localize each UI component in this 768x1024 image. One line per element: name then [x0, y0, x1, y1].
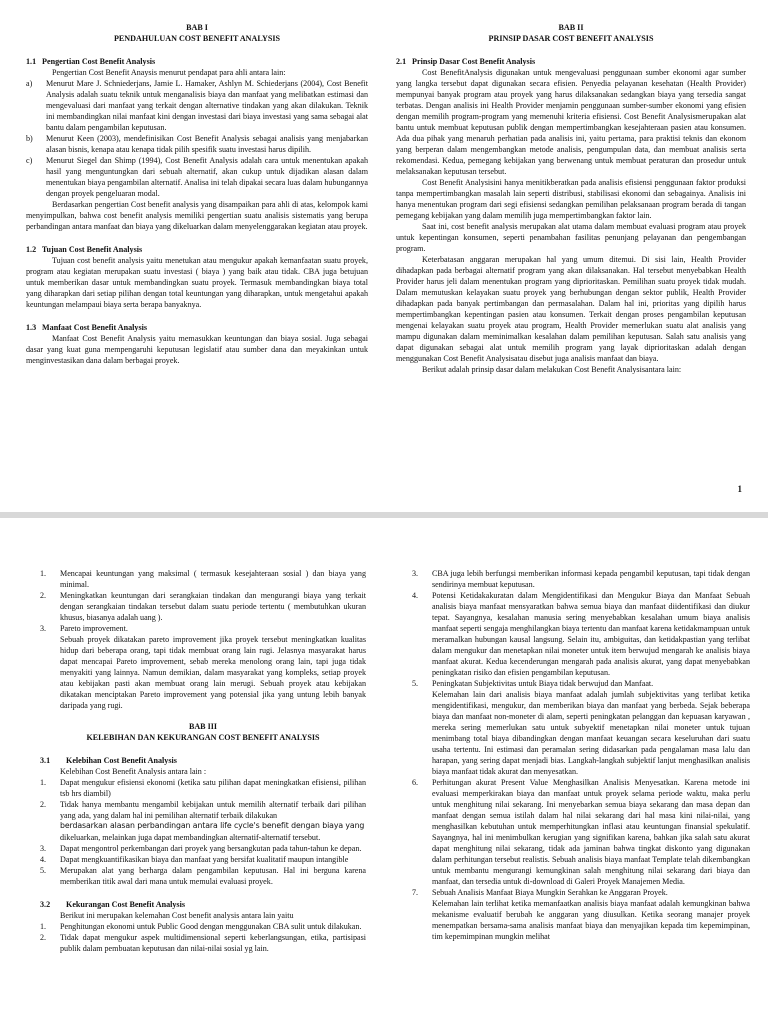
section-1-1-heading: 1.1 Pengertian Cost Benefit Analysis	[26, 57, 156, 66]
page2-right-column	[412, 568, 750, 942]
list-item: 1. Mencapai keuntungan yang maksimal ( termasuk kesejahteraan sosial ) dan biaya yang minimal.	[40, 569, 366, 589]
list-item: 2. Tidak hanya membantu mengambil kebijakan untuk memilih alternatif terbaik dari pilihan yang ada, yang dalam hal ini pemilihan alternatif terbaik dilakukan	[40, 800, 366, 820]
document-page-2	[0, 518, 768, 1024]
section-2-1-heading: 2.1 Prinsip Dasar Cost Benefit Analysis	[396, 57, 536, 66]
page1-right-column	[396, 22, 746, 375]
list-item: 3. Dapat mengontrol perkembangan dari proyek yang bersangkutan pada tahun-tahun ke depan.	[40, 843, 362, 853]
list-item: 3. Pareto improvement.	[40, 624, 128, 633]
section-1-1-intro: Pengertian Cost Benefit Anaysis menurut pendapat para ahli antara lain:	[52, 68, 286, 77]
list-item-continuation: Kelemahan lain dari analisis biaya manfaat adalah jumlah subjektivitas yang terlibat ketika mengidentifikasi, mengukur, dan memberikan biaya dan manfaat yang berbeda. Sejak beberapa biaya dan manfaat non-moneter di alam, seperti peningkatan pelanggan dan kepuasan karyawan , mereka sering memerlukan satu untuk subyektif menetapkan nilai moneter untuk tujuan menimbang total biaya dibandingkan dengan manfaat keuangan secara keseluruhan dari suatu usaha tertentu. Ini estimasi dan peramalan sering didasarkan pada pengalaman masa lalu dan harapan, yang sering dapat menjadi bias. Langkah-langkah subjektif lanjut menghasilkan analisis biaya manfaat tidak akurat dan menyesatkan.	[432, 690, 750, 776]
section-1-2-text: Tujuan cost benefit analysis yaitu menetukan atau mengukur apakah kemanfaatan suatu proyek, program atau kegiatan merupakan suatu investasi ( biaya ) yang baik atau tidak. CBA juga betujuan untuk memberikan dasar untuk membandingkan suatu proyek. Termasuk membandingkan biaya total yang diharapkan dari setiap pilihan dengan total keuntungan yang diharapkan, untuk mengetahui apakah keuntungan melampaui biaya serta berapa banyaknya.	[26, 256, 368, 309]
bab1-subtitle: PENDAHULUAN COST BENEFIT ANALYSIS	[113, 34, 281, 43]
list-item-continuation: Kelemahan lain terlihat ketika memanfaatkan analisis biaya manfaat adalah kemungkinan bahwa mekanisme evaluatif berubah ke anggaran yang diusulkan. Ketika seorang manajer proyek menempatkan bersama-sama analisis manfaat biaya dan menyajikan kepada tim kepemimpinan, tim kepemimpinan mungkin melihat	[432, 899, 750, 941]
list-item: 1. Dapat mengukur efisiensi ekonomi (ketika satu pilihan dapat meningkatkan efisiensi, pilihan tsb hrs diambil)	[40, 778, 366, 798]
list-item-continuation: dikeluarkan, melainkan juga dapat membandingkan alternatif-alternatif tersebut.	[60, 832, 321, 842]
page1-left-column	[26, 22, 368, 366]
list-item: 3. CBA juga lebih berfungsi memberikan informasi kepada pengambil keputusan, tapi tidak dengan sendirinya membuat keputusan.	[412, 569, 750, 589]
section-1-3-text: Manfaat Cost Benefit Analysis yaitu memasukkan keuntungan dan biaya sosial. Juga sebagai dasar yang kuat guna mempengaruhi keputusan legislatif atau sumber dana dan meyakinkan untuk menginvestasikan dana dalam berbagai proyek.	[26, 334, 368, 365]
list-item: 4. Potensi Ketidakakuratan dalam Mengidentifikasi dan Mengukur Biaya dan Manfaat Sebuah analisis biaya manfaat mensyaratkan bahwa semua biaya dan manfaat diidentifikasi dan diukur tepat. Sayangnya, kesalahan manusia sering menyebabkan kesalahan umum biaya analisis manfaat seperti sengaja menghilangkan biaya tertentu dan manfaat karena ketidakmampuan untuk meramalkan hubungan kausal langsung. Selain itu, ambiguitas, dan ketidakpastian yang terlibat dalam mengukur dan menetapkan nilai moneter untuk item berwujud mengarah ke analisis biaya manfaat akurat. Kedua kecenderungan mengarah pada analisis akurat, yang dapat menyebabkan peningkatan risiko dan efisien pengambilan keputusan.	[412, 591, 750, 677]
page-number: 1	[737, 484, 742, 494]
section-1-2-heading: 1.2 Tujuan Cost Benefit Analysis	[26, 245, 143, 254]
list-item: 2. Tidak dapat mengukur aspek multidimensional seperti keberlangsungan, etika, partisipasi publik dalam pembuatan keputusan dan nilai-nilai sosial yg lain.	[40, 932, 366, 953]
list-item-continuation: Sebuah proyek dikatakan pareto improvement jika proyek tersebut meningkatkan kualitas hidup dari beberapa orang, tapi tidak membuat orang lain rugi. Jelasnya masyarakat harus dapat mencapai Pareto improvement, sebab mereka menolong orang lain, tapi juga tidak menyakiti yang lainnya. Namun demikian, dalam masyarakat yang kompleks, setiap proyek atau kebijakan pasti akan membuat orang lain merugi. Sebuah proyek atau kebijakan dikatakan menciptakan Pareto improvement yang potensial jika yang untung lebih banyak daripada yang rugi.	[60, 635, 366, 710]
section-1-1-conclusion: Berdasarkan pengertian Cost benefit analysis yang disampaikan para ahli di atas, kelompok kami menyimpulkan, bahwa cost benefit analysis memiliki pengertian suatu analisis sistematis yang berupa perbandingan antara manfaat dan biaya yang dikeluarkan dalam menyelenggarakan kegiatan atau proyek.	[26, 200, 368, 231]
section-3-1-intro: Kelebihan Cost Benefit Analysis antara lain :	[60, 767, 207, 776]
section-3-2-heading: 3.2 Kekurangan Cost Benefit Analysis	[40, 899, 185, 909]
list-item: 6. Perhitungan akurat Present Value Menghasilkan Analisis Menyesatkan. Karena metode ini evaluasi memperkirakan biaya dan manfaat untuk proyek selama periode waktu, maka perlu untuk menghitung nilai sekarang. Ini menyebarkan semua biaya sekarang dan masa depan dan manfaat dengan semua istilah dalam hal nilai sekarang dari hal masa kini nilai-nilai, yang menghasilkan kebutuhan untuk memperhitungkan inflasi atau keuntungan finansial spekulatif. Sayangnya, hal ini menimbulkan kerugian yang signifikan karena, bahkan jika salah satu akurat dapat menghitung nilai sekarang, tidak ada jaminan bahwa tingkat diskonto yang digunakan dalam perhitungan tersebut realistis. Sebuah analisis biaya manfaat Template telah dikembangkan untuk membantu mengurangi kemungkinan salah menghitung nilai sekarang dari biaya dan manfaat, dan tersedia untuk di-download di Galeri Proyek Manajemen Media.	[412, 778, 750, 886]
paragraph: Keterbatasan anggaran merupakan hal yang umum ditemui. Di sisi lain, Health Provider dihadapkan pada berbagai alternatif program yang akan dilaksanakan. Hal tersebut menyebabkan Health Provider harus jeli dalam menentukan program yang diprioritaskan. Pemilihan suatu proyek tidak mudah. Dalam memutuskan kelayakan suatu proyek yang berhubungan dengan sektor publik, Health Provider dihadapkan pada banyak pertimbangan dan permasalahan. Dalam hal ini, prioritas yang dipilih harus mempertimbangkan kepentingan pasien atau konsumen. Terkait dengan proses pengambilan keputusan mengenai kelayakan suatu proyek atau program, Health Provider memerlukan suatu alat analisis yang mampu digunakan dalam meminimalkan kesalahan dalam pemilihan keputusan. Salah satu analisis yang dapat digunakan sebagai alat untuk memilih program yang layak diprioritaskan adalah dengan menggunakan Cost Benefit Analysisatau disebut juga analisis manfaat dan biaya.	[396, 255, 746, 363]
section-3-1-heading: 3.1 Kelebihan Cost Benefit Analysis	[40, 756, 177, 765]
bab2-title: BAB II	[558, 23, 584, 32]
list-item: 1. Penghitungan ekonomi untuk Public Good dengan menggunakan CBA sulit untuk dilakukan.	[40, 921, 362, 931]
page2-left-column	[40, 568, 366, 954]
bab2-subtitle: PRINSIP DASAR COST BENEFIT ANALYSIS	[488, 34, 654, 43]
paragraph: Saat ini, cost benefit analysis merupakan alat utama dalam membuat evaluasi program atau proyek untuk kepentingan konsumen, seperti penambahan fasilitas penunjang pelayanan dan pengembangan program.	[396, 222, 746, 253]
list-item: 5. Peningkatan Subjektivitas untuk Biaya tidak berwujud dan Manfaat.	[412, 679, 654, 688]
list-item: 2. Meningkatkan keuntungan dari serangkaian tindakan dan mengurangi biaya yang terkait dengan serangkaian tindakan tersebut dalam suatu periode tertentu ( membutuhkan ukuran khusus, biasanya adalah uang ).	[40, 591, 366, 622]
list-item: 4. Dapat mengkuantifikasikan biaya dan manfaat yang bersifat kualitatif maupun intangible	[40, 854, 349, 864]
list-item: 5. Merupakan alat yang berharga dalam pengambilan keputusan. Hal ini berguna karena memberikan titik awal dari mana untuk memulai evaluasi proyek.	[40, 865, 366, 886]
bab3-title: BAB III	[188, 722, 218, 731]
list-item: a) Menurut Mare J. Schniederjans, Jamie L. Hamaker, Ashlyn M. Schiederjans (2004), Cost Benefit Analysis adalah suatu teknik untuk menganalisis biaya dan manfaat yang melibatkan estimasi dan mengevaluasi dari manfaat yang terkait dengan alternative tindakan yang akan dilakukan. Teknik ini membandingkan nilai manfaat kini dengan investasi dari biaya investasi yang sama sebagai alat bantu dalam pengambilan keputusan.	[26, 79, 368, 132]
paragraph: Cost BenefitAnalysis digunakan untuk mengevaluasi penggunaan sumber ekonomi agar sumber yang langka tersebut dapat digunakan secara efisien. Penyedia pelayanan kesehatan (Health Provider) mempunyai banyak program atau proyek yang harus dilaksanakan sedangkan biaya yang tersedia sangat terbatas. Dengan analisis ini Health Provider menjamin penggunaan sumber-sumber ekonomi yang efisien dengan memilih program-program yang memenuhi kriteria efisiensi. Cost Benefit Analysismerupakan alat bantu untuk membuat keputusan publik dengan mempertimbangkan kesejahteraan pasien atau konsumen. Ada dua pihak yang menaruh perhatian pada analisis ini, yaitu pertama, para praktisi teknis dan ekonom yang berperan dalam mengembangkan metode analisis, pengumpulan data, dan membuat analisis serta rekomendasi. Kedua, pemegang kebijakan yang berwenang untuk membuat peraturan dan prosedur untuk melaksanakan keputusan tersebut.	[396, 68, 746, 176]
list-item: 7. Sebuah Analisis Manfaat Biaya Mungkin Serahkan ke Anggaran Proyek.	[412, 888, 668, 897]
bab3-subtitle: KELEBIHAN DAN KEKURANGAN COST BENEFIT ANALYSIS	[86, 733, 320, 742]
bab1-title: BAB I	[186, 23, 208, 32]
list-item: c) Menurut Siegel dan Shimp (1994), Cost Benefit Analysis adalah cara untuk menentukan apakah hasil yang menguntungkan dari sebuah alternatif, akan cukup untuk dijadikan alasan dalam menentukan biaya pengambilan alternatif. Analisa ini telah dipakai secara luas dalam hubungannya dengan proyek pengeluaran modal.	[26, 156, 368, 198]
list-item-continuation: berdasarkan alasan perbandingan antara life cycle's benefit dengan biaya yang	[60, 821, 365, 830]
section-1-3-heading: 1.3 Manfaat Cost Benefit Analysis	[26, 323, 148, 332]
paragraph: Berikut adalah prinsip dasar dalam melakukan Cost Benefit Analysisantara lain:	[422, 365, 682, 374]
list-item: b) Menurut Keen (2003), mendefinisikan Cost Benefit Analysis sebagai analisis yang menjabarkan alasan bisnis, kenapa atau kenapa tidak pilih spesifik suatu investasi harus dipilih.	[26, 134, 368, 154]
section-3-2-intro: Berikut ini merupakan kelemahan Cost benefit analysis antara lain yaitu	[60, 910, 294, 920]
paragraph: Cost Benefit Analysisini hanya menitikberatkan pada analisis efisiensi penggunaan faktor produksi tanpa mempertimbangkan masalah lain seperti distribusi, stabilisasi ekonomi dan sebagainya. Analisis ini hanya menentukan program dari segi efisiensi sedangkan pemilihan pelaksanaan program berada di tangan pemegang kebijakan yang dalam memilih juga mempertimbangkan faktor lain.	[396, 178, 746, 220]
